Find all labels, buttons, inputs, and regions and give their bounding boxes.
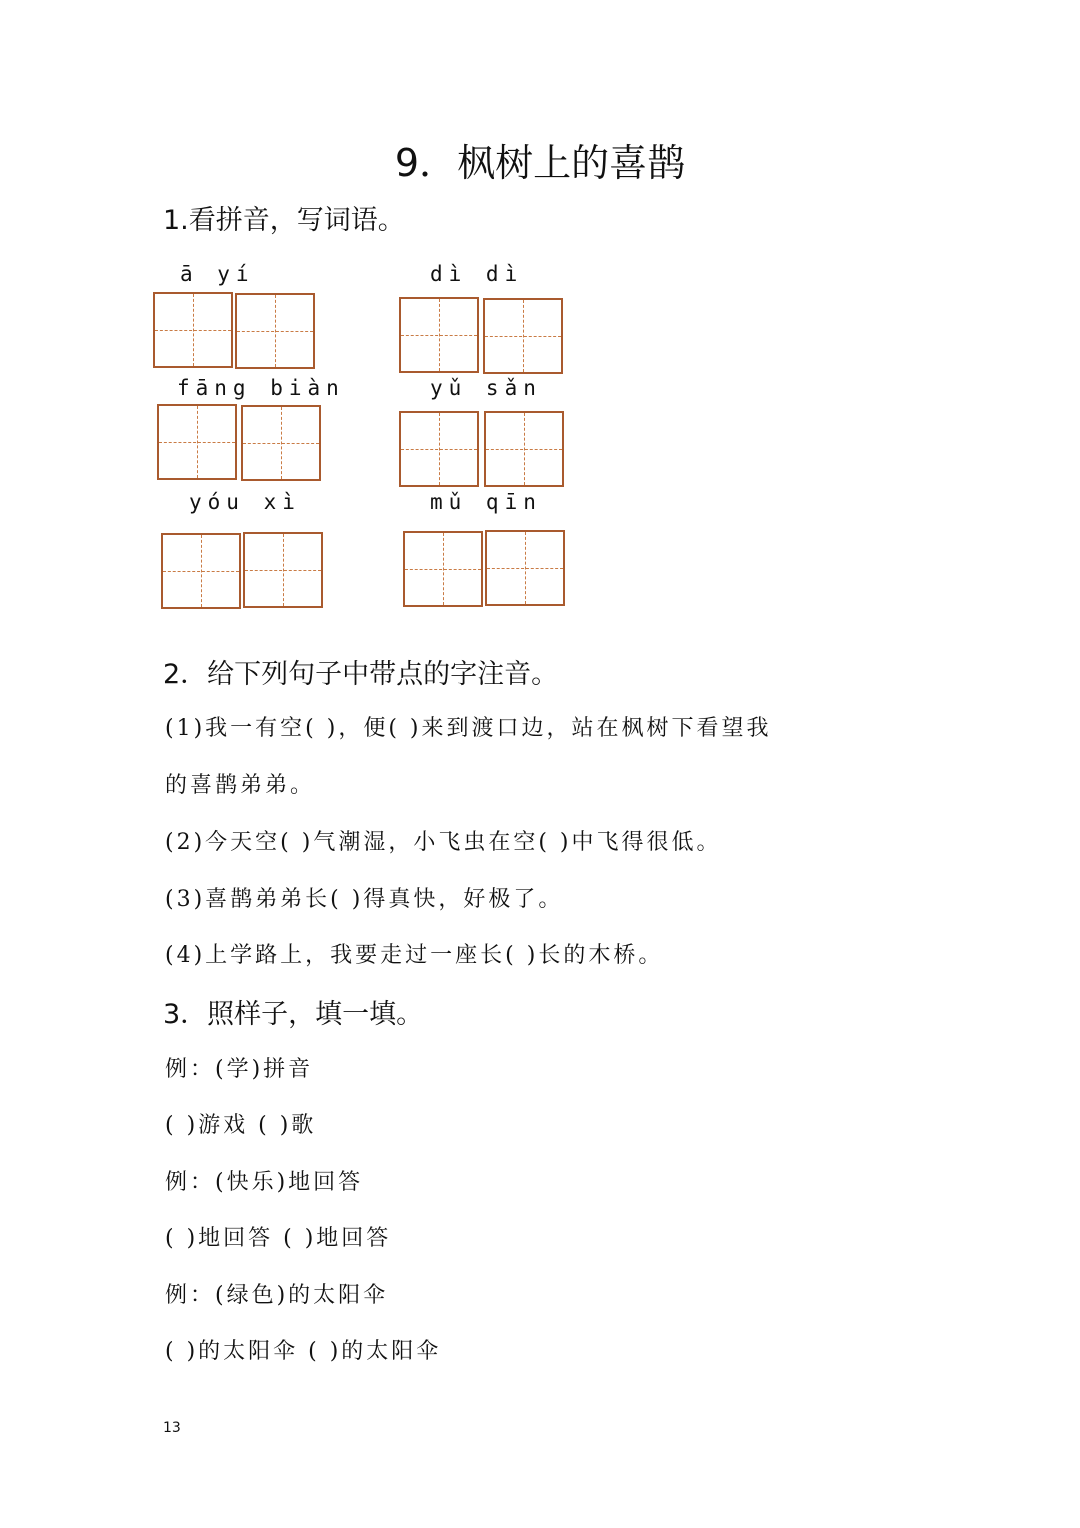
page-number: 13 <box>163 1420 181 1436</box>
writing-box[interactable] <box>235 293 315 369</box>
writing-box[interactable] <box>161 533 241 609</box>
writing-box[interactable] <box>484 411 564 487</box>
writing-box[interactable] <box>243 532 323 608</box>
pinyin-3: fāng biàn <box>177 376 345 400</box>
section-2-heading: 2．给下列句子中带点的字注音。 <box>163 659 559 690</box>
writing-box[interactable] <box>485 530 565 606</box>
writing-box[interactable] <box>153 292 233 368</box>
example-line: 例：(绿色)的太阳伞 <box>165 1283 389 1308</box>
fill-line: ( )游戏 ( )歌 <box>165 1113 317 1138</box>
writing-box[interactable] <box>399 297 479 373</box>
sentence-line: (4)上学路上，我要走过一座长( )长的木桥。 <box>165 943 664 968</box>
writing-box[interactable] <box>157 404 237 480</box>
writing-box[interactable] <box>241 405 321 481</box>
section-1-heading: 1.看拼音，写词语。 <box>163 205 405 236</box>
fill-line: ( )地回答 ( )地回答 <box>165 1226 392 1251</box>
page-title: 9．枫树上的喜鹊 <box>394 141 686 185</box>
pinyin-6: mǔ qīn <box>430 490 542 514</box>
sentence-line: (1)我一有空( )，便( )来到渡口边，站在枫树下看望我 <box>165 716 772 741</box>
sentence-line: 的喜鹊弟弟。 <box>165 773 316 798</box>
writing-box[interactable] <box>403 531 483 607</box>
pinyin-5: yóu xì <box>189 490 301 514</box>
section-3-heading: 3．照样子，填一填。 <box>163 999 424 1030</box>
pinyin-4: yǔ sǎn <box>430 376 542 400</box>
pinyin-2: dì dì <box>430 262 524 286</box>
pinyin-1: ā yí <box>180 262 255 286</box>
writing-box[interactable] <box>483 298 563 374</box>
sentence-line: (2)今天空( )气潮湿，小飞虫在空( )中飞得很低。 <box>165 830 722 855</box>
writing-box[interactable] <box>399 411 479 487</box>
example-line: 例：(学)拼音 <box>165 1057 314 1082</box>
fill-line: ( )的太阳伞 ( )的太阳伞 <box>165 1339 442 1364</box>
example-line: 例：(快乐)地回答 <box>165 1170 364 1195</box>
sentence-line: (3)喜鹊弟弟长( )得真快，好极了。 <box>165 887 564 912</box>
